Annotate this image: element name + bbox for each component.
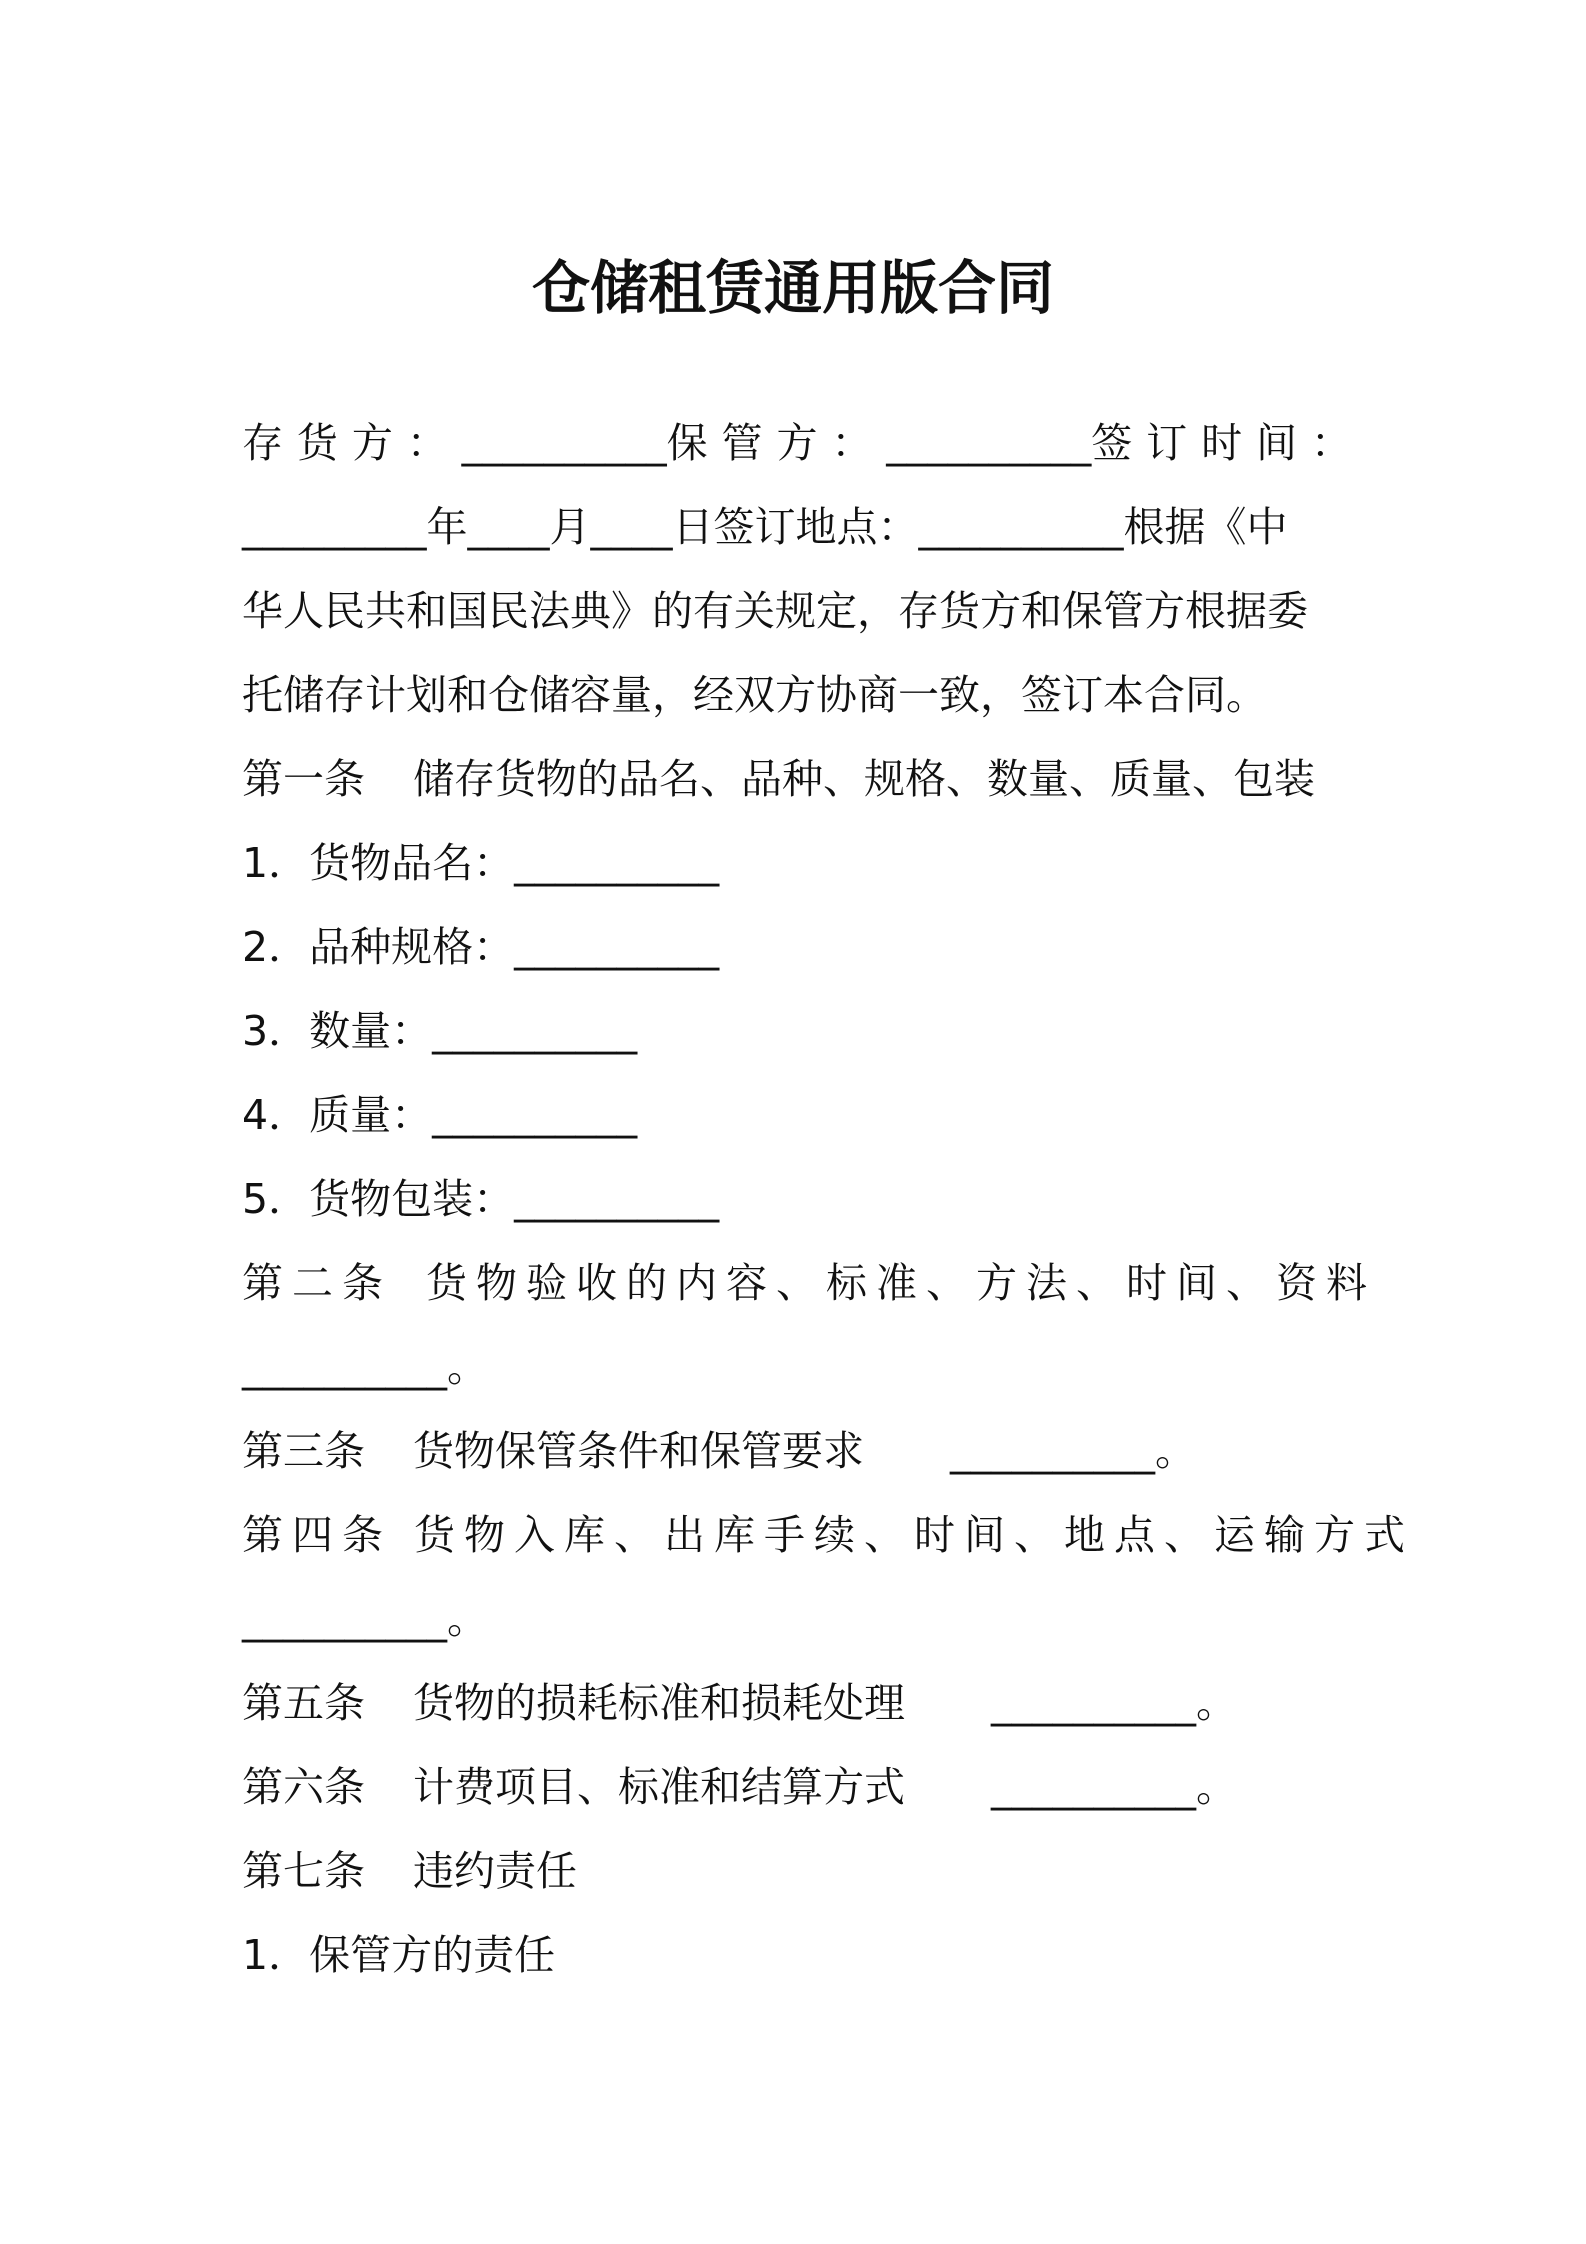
article-text: 货物保管条件和保管要求 [413,1427,864,1475]
article-1-item: 1．货物品名：__________ [242,839,720,887]
intro-token: 订 [1146,419,1188,467]
article-5-heading [242,1673,1352,1733]
intro-token: __________签 [886,419,1133,467]
intro-line-3: 华人民共和国民法典》的有关规定，存货方和保管方根据委 [242,587,1308,635]
article-text: 货物的损耗标准和损耗处理 [413,1679,905,1727]
article-number: 第四条 [242,1511,392,1559]
article-text: 货物入库、出库手续、时间、地点、运输方式 [414,1511,1414,1559]
intro-line-4: 托储存计划和仓储容量，经双方协商一致，签订本合同。 [242,671,1267,719]
article-number: 第五条 [242,1679,365,1727]
intro-line-2: _________年____月____日签订地点：__________根据《中 [242,503,1288,551]
intro-token: 时 [1201,419,1243,467]
article-text: 计费项目、标准和结算方式 [413,1763,905,1811]
article-2-blank: __________。 [242,1343,488,1391]
article-6-heading [242,1757,1352,1817]
article-1-item: 3．数量：__________ [242,1007,638,1055]
article-number: 第一条 [242,755,365,803]
article-4-blank: __________。 [242,1595,488,1643]
intro-token: 方 [351,419,393,467]
article-4-heading [242,1505,1414,1565]
intro-token: 方 [776,419,818,467]
article-1-heading [242,749,1352,809]
article-1-item: 5．货物包装：__________ [242,1175,720,1223]
intro-line-1 [242,413,1352,473]
intro-token: ： [1310,419,1352,467]
article-7-item: 1．保管方的责任 [242,1931,556,1979]
article-1-item: 4．质量：__________ [242,1091,638,1139]
article-blank: __________。 [991,1679,1237,1727]
intro-token: 管 [721,419,763,467]
article-blank: __________。 [991,1763,1237,1811]
article-text: 储存货物的品名、品种、规格、数量、质量、包装 [413,755,1315,803]
intro-token: 货 [296,419,338,467]
intro-token: __________保 [461,419,708,467]
intro-token: 间 [1255,419,1297,467]
intro-token: ： [831,419,873,467]
article-7-heading [242,1841,1352,1901]
article-number: 第六条 [242,1763,365,1811]
intro-token: ： [406,419,448,467]
article-number: 第七条 [242,1847,365,1895]
article-blank: __________。 [950,1427,1196,1475]
article-number: 第三条 [242,1427,365,1475]
article-number: 第二条 [242,1259,392,1307]
article-text: 违约责任 [413,1847,577,1895]
article-text: 货物验收的内容、标准、方法、时间、资料 [426,1259,1376,1307]
document-title: 仓储租赁通用版合同 [531,254,1054,322]
intro-token: 存 [242,419,283,467]
article-2-heading [242,1253,1376,1313]
article-3-heading [242,1421,1352,1481]
article-1-item: 2．品种规格：__________ [242,923,720,971]
